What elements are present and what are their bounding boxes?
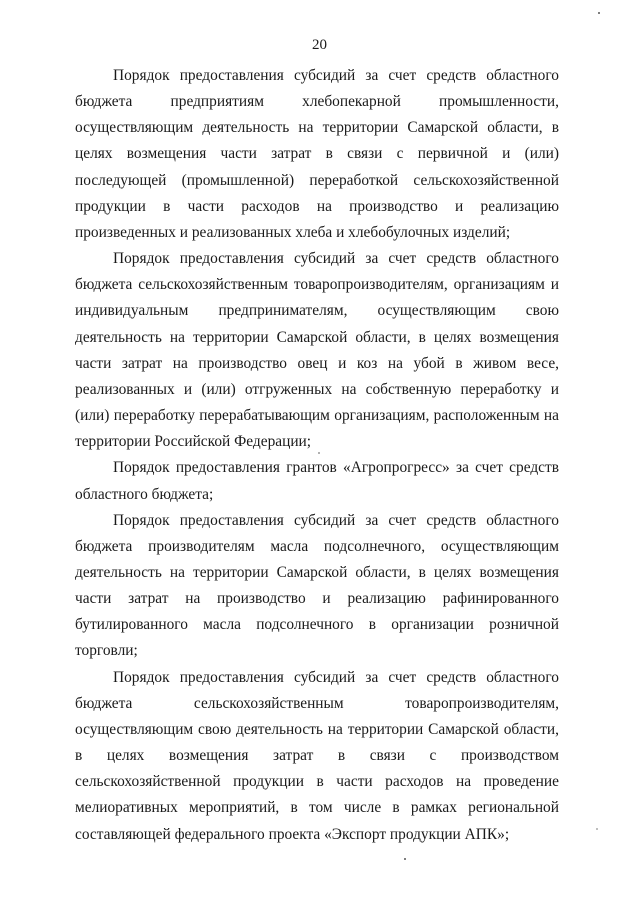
paragraph-agroprogress-grants: Порядок предоставления грантов «Агропрогресс» за счет средств областного бюджета; bbox=[75, 459, 559, 503]
scan-speck bbox=[596, 828, 598, 830]
scan-speck bbox=[404, 858, 406, 860]
paragraph-land-reclamation-subsidy: Порядок предоставления субсидий за счет средств областного бюджета сельскохозяйственным товаропроизводителям, осуществляющим свою деятельность на территории Самарской области, в целях возмещения затрат в связи с производством сельскохозяйственной продукции в части расходов на проведение мелиоративных мероприятий, в том числе в рамках региональной составляющей федерального проекта «Экспорт продукции АПК»; bbox=[75, 668, 559, 843]
paragraph-sunflower-oil-subsidy: Порядок предоставления субсидий за счет средств областного бюджета производителям масла подсолнечного, осуществляющим деятельность на территории Самарской области, в целях возмещения части затрат на производство и реализацию рафинированного бутилированного масла подсолнечного в организации розничной торговли; bbox=[75, 511, 559, 660]
paragraph-bread-subsidy: Порядок предоставления субсидий за счет средств областного бюджета предприятиям хлебопекарной промышленности, осуществляющим деятельность на территории Самарской области, в целях возмещения части затрат в связи с первичной и (или) последующей (промышленной) переработкой сельскохозяйственной продукции в части расходов на производство и реализацию произведенных и реализованных хлеба и хлебобулочных изделий; bbox=[75, 67, 559, 241]
scan-speck bbox=[318, 452, 320, 454]
page-number: 20 bbox=[312, 37, 327, 53]
document-body bbox=[75, 63, 559, 848]
paragraph-sheep-goat-subsidy: Порядок предоставления субсидий за счет средств областного бюджета сельскохозяйственным товаропроизводителям, организациям и индивидуальным предпринимателям, осуществляющим свою деятельность на территории Самарской области, в целях возмещения части затрат на производство овец и коз на убой в живом весе, реализованных и (или) отгруженных на собственную переработку и (или) переработку перерабатывающим организациям, расположенным на территории Российской Федерации; bbox=[75, 250, 559, 451]
scan-speck bbox=[598, 12, 600, 14]
